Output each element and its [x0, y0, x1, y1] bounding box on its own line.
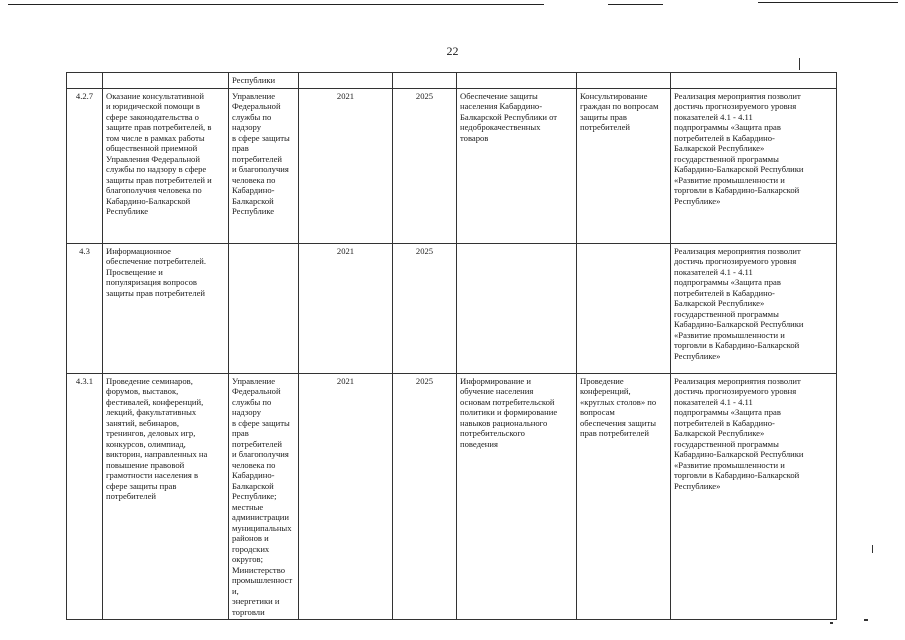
row-number: 4.2.7: [67, 89, 103, 244]
executor: Управление Федеральной службы по надзору в сфере защиты прав потребителей и благополучия человека по Кабардино- Балкарской Республике; местные администрации муниципальных районов и городских округов; Министерство промышленности, энергетики и торговли: [229, 374, 299, 620]
scan-edge-line-right: [608, 4, 663, 5]
indicator-link: Реализация мероприятия позволит достичь прогнозируемого уровня показателей 4.1 - 4.11 подпрограммы «Защита прав потребителей в Кабардино- Балкарской Республике» государственной программы Кабардино-Балкарской Республики «Развитие промышленности и торговли в Кабардино-Балкарской Республике»: [671, 244, 837, 374]
scan-mark: [872, 545, 873, 553]
row-number: 4.3: [67, 244, 103, 374]
measure-name: Оказание консультативной и юридической помощи в сфере законодательства о защите прав потребителей, в том числе в рамках работы общественной приемной Управления Федеральной службы по надзору в сфере защиты прав потребителей и благополучия человека по Кабардино-Балкарской Республике: [103, 89, 229, 244]
start-year: 2021: [299, 374, 393, 620]
start-year: 2021: [299, 244, 393, 374]
expected-result: [457, 73, 577, 89]
measure-name: [103, 73, 229, 89]
scan-edge-line-far-right: [758, 2, 898, 3]
expected-result: [457, 244, 577, 374]
indicator-link: [671, 73, 837, 89]
program-table: [66, 72, 837, 620]
executor: [229, 244, 299, 374]
start-year: [299, 73, 393, 89]
row-number: 4.3.1: [67, 374, 103, 620]
indicator-link: Реализация мероприятия позволит достичь прогнозируемого уровня показателей 4.1 - 4.11 подпрограммы «Защита прав потребителей в Кабардино- Балкарской Республике» государственной программы Кабардино-Балкарской Республики «Развитие промышленности и торговли в Кабардино-Балкарской Республике»: [671, 89, 837, 244]
table-row: [67, 244, 837, 374]
scan-edge-line: [8, 4, 544, 5]
end-year: [393, 73, 457, 89]
main-directions: [577, 244, 671, 374]
executor: Управление Федеральной службы по надзору в сфере защиты прав потребителей и благополучия человека по Кабардино- Балкарской Республике: [229, 89, 299, 244]
expected-result: Информирование и обучение населения основам потребительской политики и формирование навыков рационального потребительского поведения: [457, 374, 577, 620]
start-year: 2021: [299, 89, 393, 244]
main-directions: Консультирование граждан по вопросам защиты прав потребителей: [577, 89, 671, 244]
row-number: [67, 73, 103, 89]
table-row: [67, 73, 837, 89]
table-row: [67, 89, 837, 244]
scan-mark: [799, 58, 800, 70]
scan-mark: [830, 622, 833, 624]
end-year: 2025: [393, 244, 457, 374]
indicator-link: Реализация мероприятия позволит достичь прогнозируемого уровня показателей 4.1 - 4.11 подпрограммы «Защита прав потребителей в Кабардино- Балкарской Республике» государственной программы Кабардино-Балкарской Республики «Развитие промышленности и торговли в Кабардино-Балкарской Республике»: [671, 374, 837, 620]
expected-result: Обеспечение защиты населения Кабардино- Балкарской Республики от недоброкачественных товаров: [457, 89, 577, 244]
table-row: [67, 374, 837, 620]
end-year: 2025: [393, 89, 457, 244]
measure-name: Информационное обеспечение потребителей. Просвещение и популяризация вопросов защиты прав потребителей: [103, 244, 229, 374]
page-number: 22: [446, 44, 459, 58]
measure-name: Проведение семинаров, форумов, выставок, фестивалей, конференций, лекций, факультативных занятий, вебинаров, тренингов, деловых игр, конкурсов, олимпиад, викторин, направленных на повышение правовой грамотности населения в сфере защиты прав потребителей: [103, 374, 229, 620]
main-directions: [577, 73, 671, 89]
executor: Республики: [229, 73, 299, 89]
end-year: 2025: [393, 374, 457, 620]
scan-mark: [864, 619, 868, 621]
main-directions: Проведение конференций, «круглых столов» по вопросам обеспечения защиты прав потребителей: [577, 374, 671, 620]
